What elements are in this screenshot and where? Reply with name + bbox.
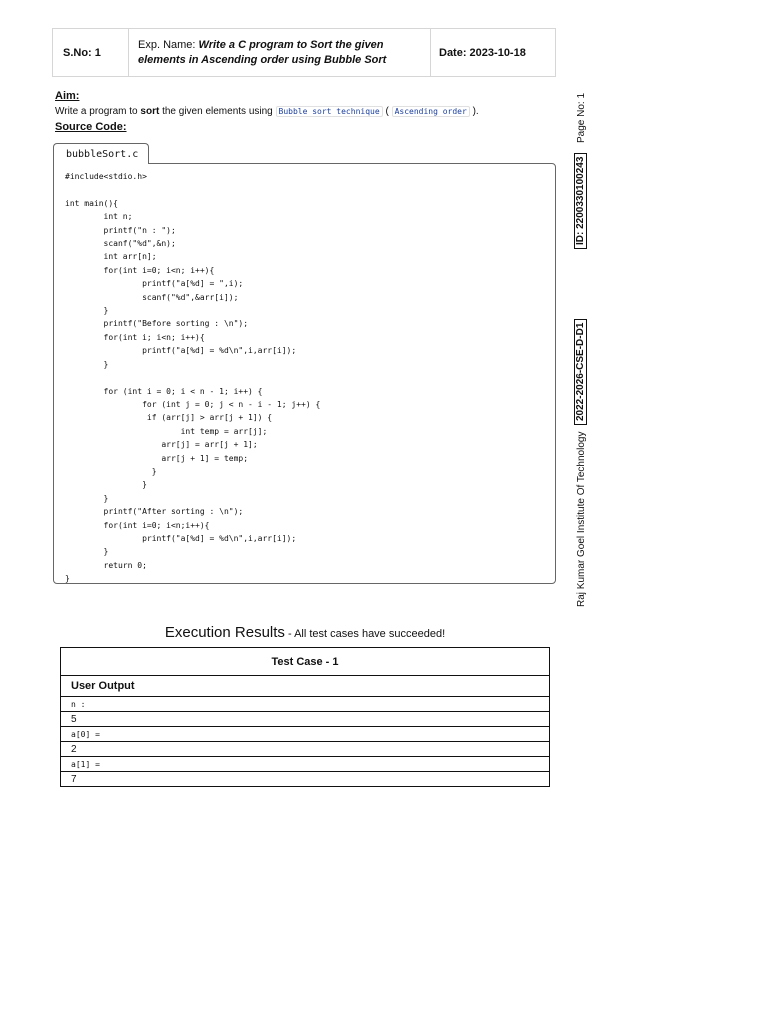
aim-code-technique: Bubble sort technique	[276, 106, 383, 117]
aim-paren-open: (	[385, 106, 389, 117]
source-code-heading: Source Code:	[55, 121, 127, 133]
aim-bold-word: sort	[140, 106, 160, 117]
output-line: a[1] =	[61, 757, 550, 772]
serial-number: S.No: 1	[53, 29, 129, 76]
execution-title: Execution Results	[164, 624, 285, 641]
experiment-header	[52, 28, 556, 77]
aim-text-mid: the given elements using	[162, 106, 273, 117]
experiment-label: Exp. Name:	[138, 39, 196, 51]
experiment-date: Date: 2023-10-18	[439, 46, 526, 59]
experiment-name-cell	[129, 29, 431, 76]
batch-label: 2022-2026-CSE-D-D1	[574, 319, 587, 425]
output-line: 2	[61, 742, 550, 757]
aim-paren-close: ).	[472, 106, 479, 117]
output-line: a[0] =	[61, 727, 550, 742]
output-line: n :	[61, 697, 550, 712]
output-line: 5	[61, 712, 550, 727]
output-line: 7	[61, 772, 550, 787]
student-id: ID: 2200330100243	[574, 153, 587, 249]
user-output-header: User Output	[61, 676, 550, 697]
execution-results-title	[0, 624, 610, 642]
test-case-header: Test Case - 1	[61, 648, 550, 676]
aim-text	[55, 106, 479, 117]
file-tab[interactable]: bubbleSort.c	[53, 143, 149, 164]
experiment-name: Write a C program to Sort the given elements in Ascending order using Bubble Sort	[138, 39, 387, 66]
results-table	[60, 647, 550, 787]
source-code: #include<stdio.h> int main(){ int n; printf("n : "); scanf("%d",&n); int arr[n]; for(int i=0; i<n; i++){ printf("a[%d] = ",i); scanf("%d",&arr[i]); } printf("Before sorting : \n"); for(int i; i<n; i++){ printf("a[%d] = %d\n",i,arr[i]); } for (int i = 0; i < n - 1; i++) { for (int j = 0; j < n - i - 1; j++) { if (arr[j] > arr[j + 1]) { int temp = arr[j]; arr[j] = arr[j + 1]; arr[j + 1] = temp; } } } printf("After sorting : \n"); for(int i=0; i<n;i++){ printf("a[%d] = %d\n",i,arr[i]); } return 0; }	[65, 172, 321, 584]
institute-name: Raj Kumar Goel Institute Of Technology	[576, 431, 587, 607]
aim-heading: Aim:	[55, 90, 80, 102]
aim-text-before: Write a program to	[55, 106, 138, 117]
aim-code-order: Ascending order	[392, 106, 470, 117]
page-number: Page No: 1	[576, 92, 587, 143]
execution-subtitle: - All test cases have succeeded!	[284, 628, 446, 640]
